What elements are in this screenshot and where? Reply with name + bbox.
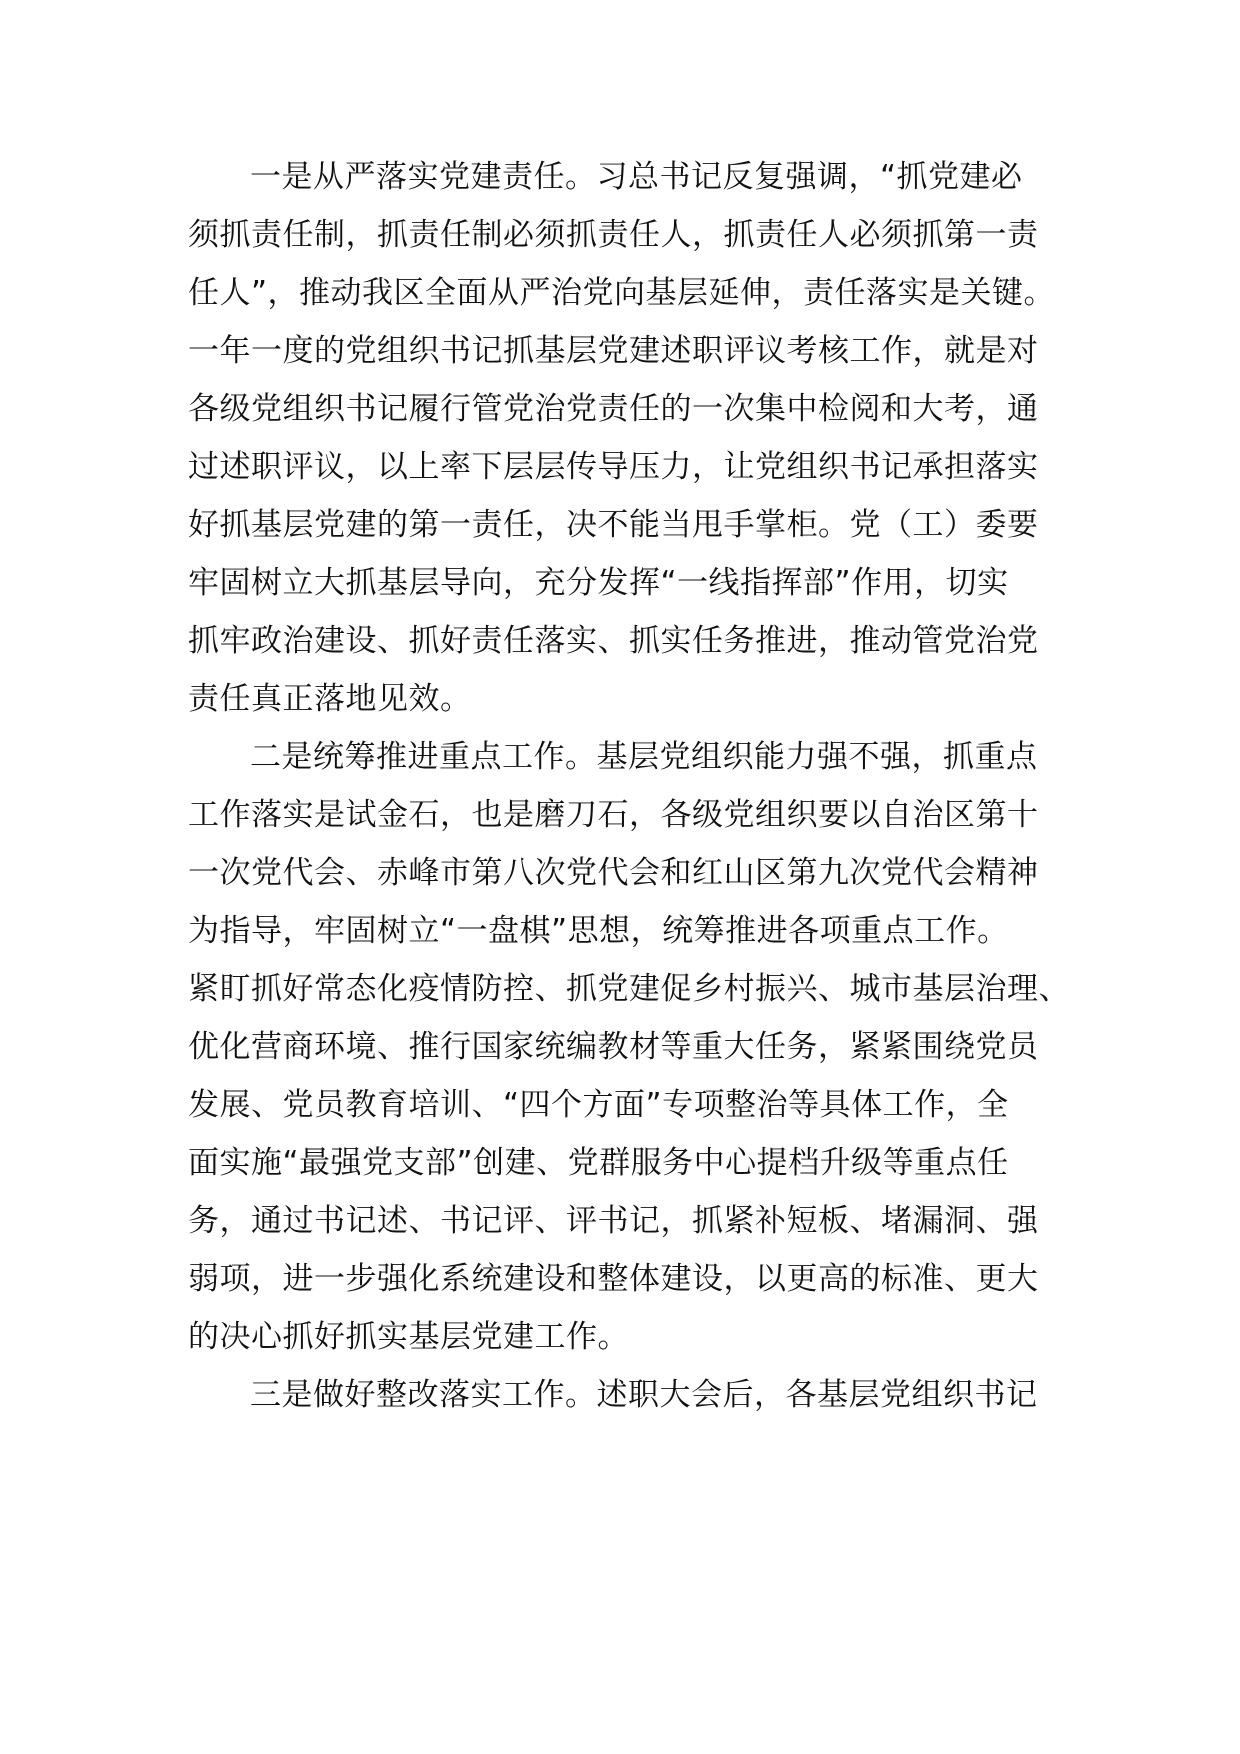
- text-line: 发展、党员教育培训、“四个方面”专项整治等具体工作，全: [188, 1087, 1009, 1123]
- text-line: 好抓基层党建的第一责任，决不能当甩手掌柜。党（工）委要: [188, 507, 1039, 543]
- text-line: 须抓责任制，抓责任制必须抓责任人，抓责任人必须抓第一责: [188, 217, 1039, 253]
- text-line: 任人”，推动我区全面从严治党向基层延伸，责任落实是关键。: [188, 275, 1056, 311]
- text-line: 各级党组织书记履行管党治党责任的一次集中检阅和大考，通: [188, 391, 1039, 427]
- text-line: 优化营商环境、推行国家统编教材等重大任务，紧紧围绕党员: [188, 1029, 1039, 1065]
- text-line: 弱项，进一步强化系统建设和整体建设，以更高的标准、更大: [188, 1261, 1039, 1297]
- text-line: 一是从严落实党建责任。习总书记反复强调，“抓党建必: [250, 159, 1023, 195]
- text-line: 的决心抓好抓实基层党建工作。: [188, 1319, 629, 1355]
- text-line: 紧盯抓好常态化疫情防控、抓党建促乡村振兴、城市基层治理、: [188, 971, 1070, 1007]
- text-line: 三是做好整改落实工作。述职大会后，各基层党组织书记: [250, 1377, 1038, 1413]
- text-line: 工作落实是试金石，也是磨刀石，各级党组织要以自治区第十: [188, 797, 1039, 833]
- text-line: 一次党代会、赤峰市第八次党代会和红山区第九次党代会精神: [188, 855, 1039, 891]
- text-line: 抓牢政治建设、抓好责任落实、抓实任务推进，推动管党治党: [188, 623, 1039, 659]
- text-line: 务，通过书记述、书记评、评书记，抓紧补短板、堵漏洞、强: [188, 1203, 1039, 1239]
- text-line: 过述职评议，以上率下层层传导压力，让党组织书记承担落实: [188, 449, 1039, 485]
- text-line: 为指导，牢固树立“一盘棋”思想，统筹推进各项重点工作。: [188, 913, 1009, 949]
- text-line: 牢固树立大抓基层导向，充分发挥“一线指挥部”作用，切实: [188, 565, 1009, 601]
- text-line: 责任真正落地见效。: [188, 681, 472, 717]
- text-line: 二是统筹推进重点工作。基层党组织能力强不强，抓重点: [250, 739, 1038, 775]
- text-line: 面实施“最强党支部”创建、党群服务中心提档升级等重点任: [188, 1145, 1009, 1181]
- text-line: 一年一度的党组织书记抓基层党建述职评议考核工作，就是对: [188, 333, 1039, 369]
